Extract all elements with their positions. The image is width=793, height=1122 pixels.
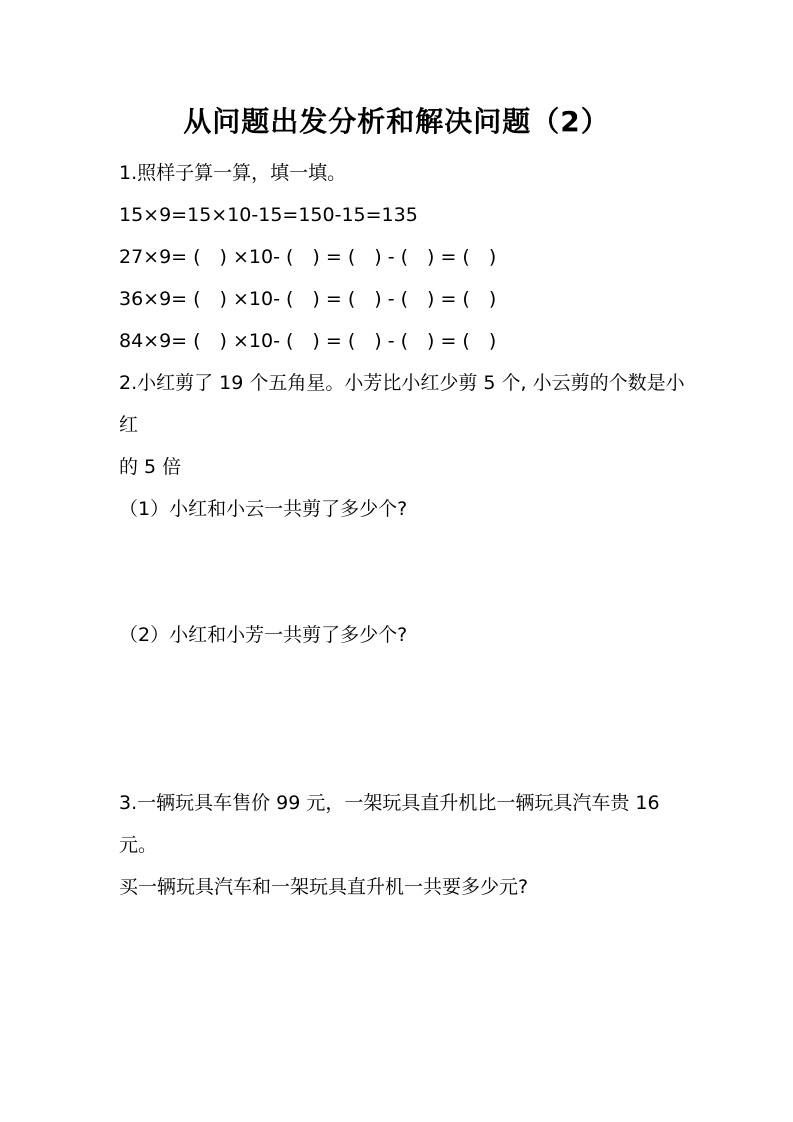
problem1-blank-equation-3: 84×9= ( ) ×10- ( ) = ( ) - ( ) = ( ) (119, 330, 497, 352)
top-margin (0, 0, 793, 100)
problem3-statement-line2: 买一辆玩具汽车和一架玩具直升机一共要多少元? (119, 876, 529, 898)
problem2-question-2: （2）小红和小芳一共剪了多少个? (119, 624, 408, 646)
worksheet-content (0, 144, 793, 908)
problem1-example-equation: 15×9=15×10-15=150-15=135 (119, 204, 418, 226)
problem2-statement-line1: 2.小红剪了 19 个五角星。小芳比小红少剪 5 个, 小云剪的个数是小红 (119, 372, 685, 436)
problem1-blank-equation-2: 36×9= ( ) ×10- ( ) = ( ) - ( ) = ( ) (119, 288, 497, 310)
problem1-blank-equation-1: 27×9= ( ) ×10- ( ) = ( ) - ( ) = ( ) (119, 246, 497, 268)
problem2-statement-line2: 的 5 倍 (119, 456, 182, 478)
problem1-instruction: 1.照样子算一算，填一填。 (119, 162, 347, 184)
problem2-question-1: （1）小红和小云一共剪了多少个? (119, 498, 408, 520)
worksheet-title: 从问题出发分析和解决问题（2） (183, 105, 610, 138)
answer-space-question2 (119, 656, 697, 782)
answer-space-question1 (119, 530, 697, 614)
problem3-statement-line1: 3.一辆玩具车售价 99 元，一架玩具直升机比一辆玩具汽车贵 16 元。 (119, 792, 666, 856)
